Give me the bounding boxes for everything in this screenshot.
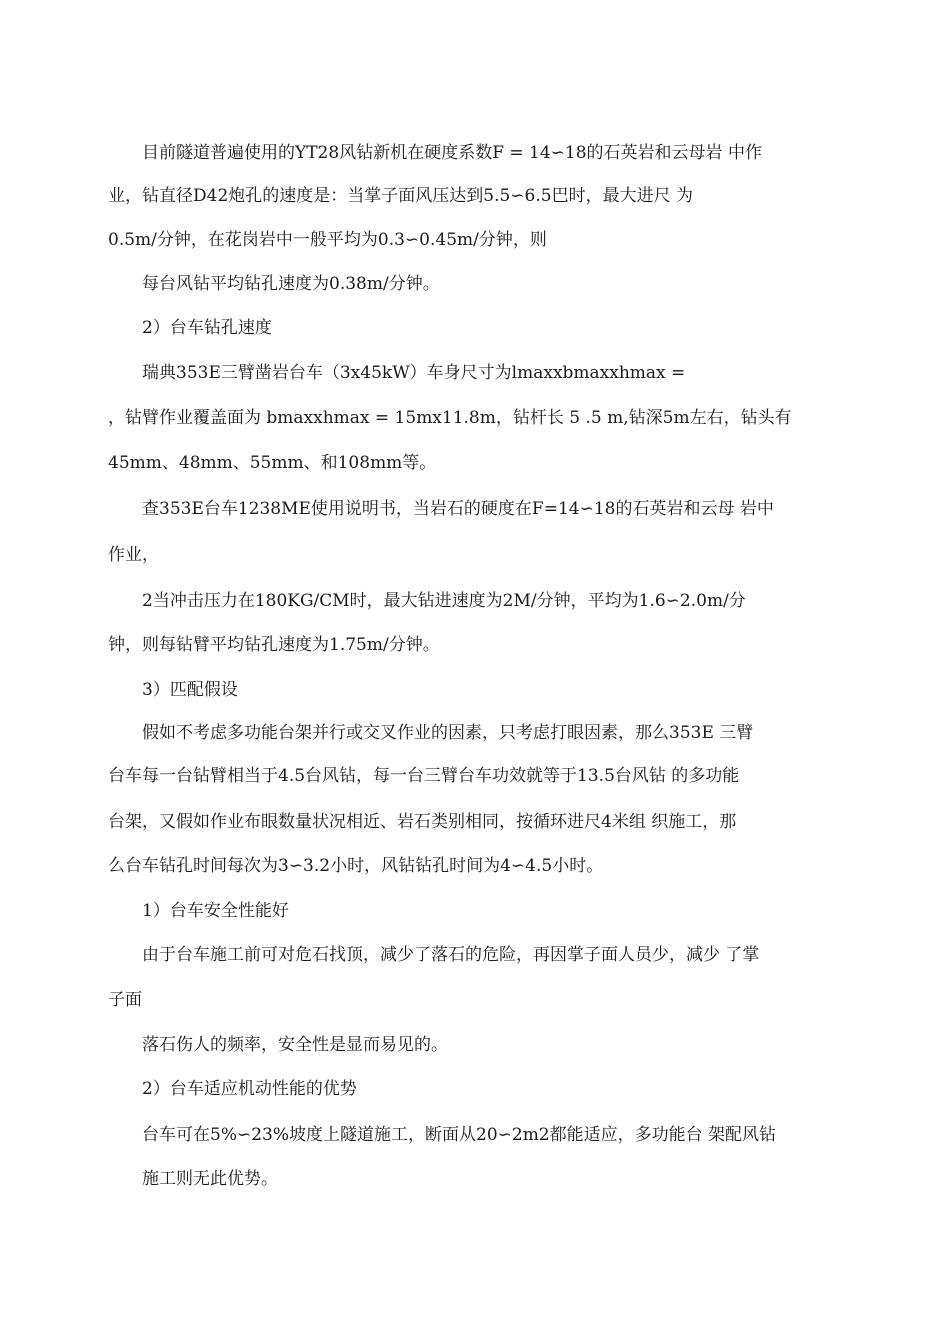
paragraph-line: 落石伤人的频率，安全性是显而易见的。 — [142, 1035, 448, 1055]
paragraph-line: 瑞典353E三臂凿岩台车（3x45kW）车身尺寸为lmaxxbmaxxhmax = — [142, 363, 686, 383]
paragraph-line: 2当冲击压力在180KG/CM时，最大钻进速度为2M/分钟，平均为1.6∽2.0m/分 — [142, 591, 746, 611]
paragraph-line: 作业， — [108, 545, 159, 565]
paragraph-line: 业，钻直径D42炮孔的速度是：当掌子面风压达到5.5∽6.5巴时，最大进尺 为 — [108, 186, 693, 206]
paragraph-line: 0.5m/分钟，在花岗岩中一般平均为0.3∽0.45m/分钟，则 — [108, 230, 547, 250]
paragraph-line: 钟，则每钻臂平均钻孔速度为1.75m/分钟。 — [108, 635, 440, 655]
paragraph-line: 子面 — [108, 990, 142, 1010]
paragraph-line: 由于台车施工前可对危石找顶，减少了落石的危险，再因掌子面人员少，减少 了掌 — [142, 945, 760, 965]
section-heading: 2）台车钻孔速度 — [142, 318, 272, 338]
section-heading: 3）匹配假设 — [142, 680, 238, 700]
paragraph-line: 台架，又假如作业布眼数量状况相近、岩石类别相同，按循环进尺4米组 织施工，那 — [108, 812, 737, 832]
paragraph-line: ，钻臂作业覆盖面为 bmaxxhmax = 15mx11.8m，钻杆长 5 .5 m,钻深5m左右，钻头有 — [108, 408, 792, 428]
paragraph-line: 假如不考虑多功能台架并行或交叉作业的因素，只考虑打眼因素，那么353E 三臂 — [142, 723, 754, 743]
section-heading: 1）台车安全性能好 — [142, 901, 289, 921]
section-heading: 2）台车适应机动性能的优势 — [142, 1079, 357, 1099]
paragraph-line: 施工则无此优势。 — [142, 1169, 278, 1189]
paragraph-line: 45mm、48mm、55mm、和108mm等。 — [108, 453, 437, 473]
paragraph-line: 台车每一台钻臂相当于4.5台风钻，每一台三臂台车功效就等于13.5台风钻 的多功能 — [108, 766, 740, 786]
paragraph-line: 目前隧道普遍使用的YT28风钻新机在硬度系数F = 14∽18的石英岩和云母岩 中作 — [142, 143, 762, 163]
paragraph-line: 么台车钻孔时间每次为3∽3.2小时，风钻钻孔时间为4∽4.5小时。 — [108, 856, 604, 876]
paragraph-line: 台车可在5%∽23%坡度上隧道施工，断面从20∽2m2都能适应，多功能台 架配风钻 — [142, 1125, 777, 1145]
paragraph-line: 查353E台车1238ME使用说明书，当岩石的硬度在F=14∽18的石英岩和云母 岩中 — [142, 499, 774, 519]
paragraph-line: 每台风钻平均钻孔速度为0.38m/分钟。 — [142, 274, 440, 294]
